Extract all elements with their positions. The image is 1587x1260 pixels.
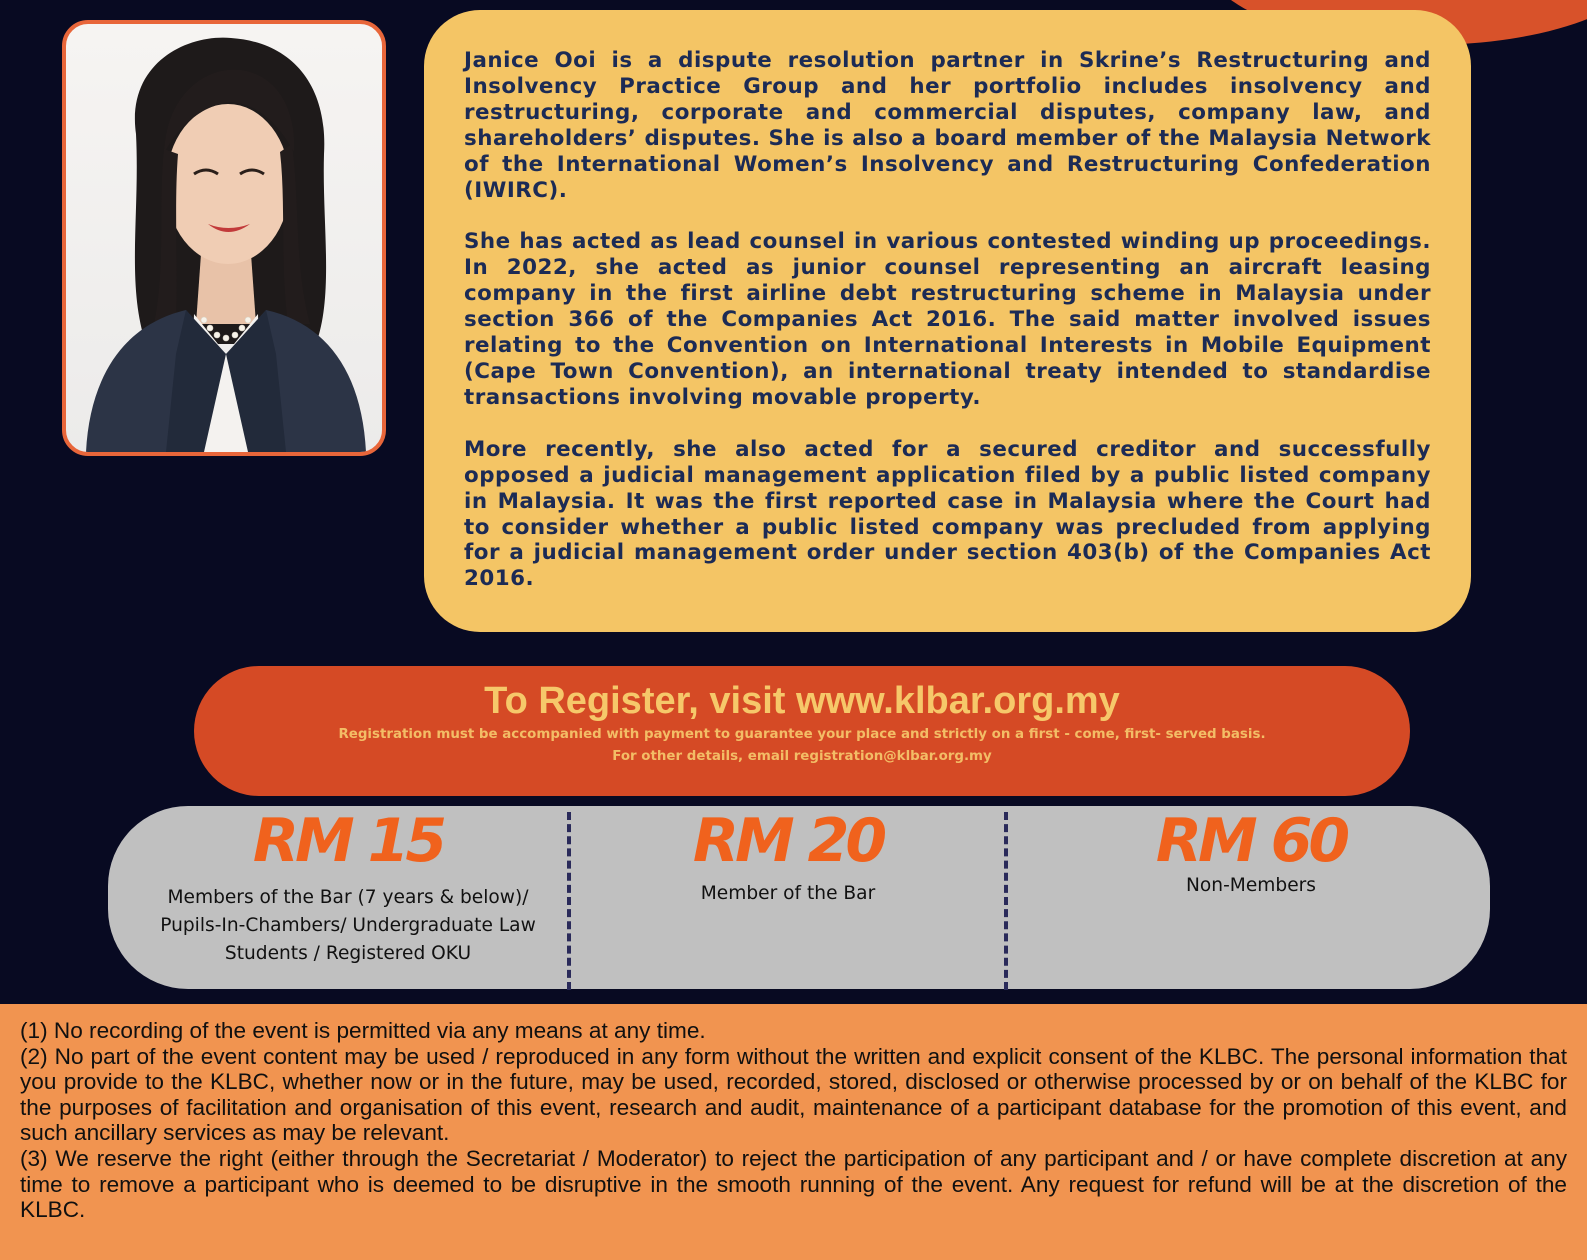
price-label-line: Members of the Bar (7 years & below)/ [167,887,529,908]
price-amount: RM 60 [1155,806,1347,876]
speaker-photo [62,20,386,456]
bio-paragraph-1: Janice Ooi is a dispute resolution partner in Skrine’s Restructuring and Insolvency Practice Group and her portfolio includes insolvency and restructuring, corporate and commercial disputes, company law, and shareholders’ disputes. She is also a board member of the Malaysia Network of the International Women’s Insolvency and Restructuring Confederation (IWIRC). [464,48,1431,203]
terms-and-conditions [0,1004,1587,1260]
price-label-line: Pupils-In-Chambers/ Undergraduate Law [160,915,536,936]
registration-banner [194,666,1410,796]
term-item-1: (1) No recording of the event is permitted via any means at any time. [20,1018,706,1043]
registration-note-line-1: Registration must be accompanied with payment to guarantee your place and strictly on a first - come, first- served basis. [338,727,1266,742]
price-tier-1 [128,806,568,968]
price-divider [567,812,571,990]
term-item-2: (2) No part of the event content may be used / reproduced in any form without the written and explicit consent of the KLBC. The personal information that you provide to the KLBC, whether now or in the future, may be used, recorded, stored, disclosed or otherwise processed by or on behalf of the KLBC for the purposes of facilitation and organisation of this event, research and audit, maintenance of a participant database for the promotion of this event, and such ancillary services as may be relevant. [20,1043,1567,1146]
term-item-3: (3) We reserve the right (either through the Secretariat / Moderator) to reject the participation of any participant and / or have complete discretion at any time to remove a participant who is deemed to be disruptive in the smooth running of the event. Any request for refund will be at the discretion of the KLBC. [20,1145,1567,1223]
price-amount: RM 20 [692,806,884,876]
registration-title: To Register, visit www.klbar.org.my [484,680,1120,722]
price-tier-3 [1008,806,1494,900]
price-label-line: Non-Members [1186,875,1316,896]
pricing-panel [108,806,1490,989]
speaker-bio-panel [424,10,1471,632]
price-amount: RM 15 [252,806,444,876]
speaker-portrait-illustration [66,24,382,452]
bio-paragraph-3: More recently, she also acted for a secured creditor and successfully opposed a judicial management application filed by a public listed company in Malaysia. It was the first reported case in Malaysia where the Court had to consider whether a public listed company was precluded from applying for a judicial management order under section 403(b) of the Companies Act 2016. [464,436,1431,592]
bio-paragraph-2: She has acted as lead counsel in various contested winding up proceedings. In 2022, she acted as junior counsel representing an aircraft leasing company in the first airline debt restructuring scheme in Malaysia under section 366 of the Companies Act 2016. The said matter involved issues relating to the Convention on International Interests in Mobile Equipment (Cape Town Convention), an international treaty intended to standardise transactions involving movable property. [464,229,1431,410]
price-tier-2 [572,806,1004,908]
price-label-line: Member of the Bar [700,883,876,904]
registration-note-line-2: For other details, email registration@klbar.org.my [612,749,992,764]
price-label-line: Students / Registered OKU [224,943,472,964]
